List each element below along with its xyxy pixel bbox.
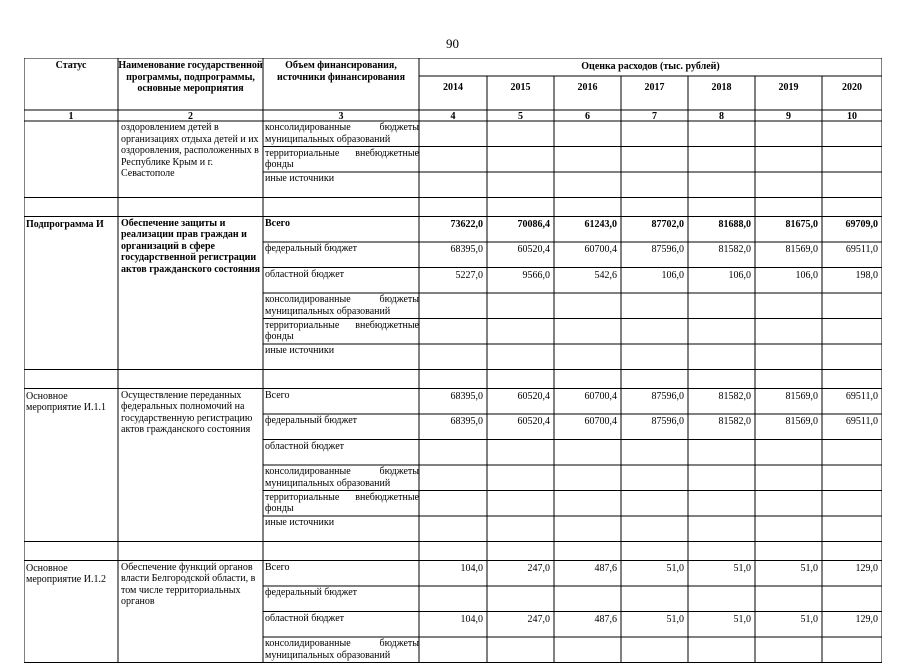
value-cell: 81582,0: [718, 390, 751, 402]
value-cell: [554, 467, 621, 491]
value-cell: 129,0: [855, 562, 878, 574]
value-cell: 60520,4: [517, 416, 550, 427]
value-cell: [419, 346, 487, 370]
column-number: 6: [585, 110, 590, 122]
value-cell: [688, 442, 755, 466]
value-cell: [487, 442, 554, 466]
value-cell: [554, 518, 621, 542]
value-cell: [419, 639, 487, 663]
header-status: Статус: [55, 60, 87, 71]
funding-source-cell: областной бюджет: [265, 440, 345, 452]
value-cell: [554, 174, 621, 198]
header-year: 2015: [510, 82, 531, 93]
value-cell: [487, 518, 554, 542]
value-cell: 51,0: [733, 613, 751, 625]
value-cell: 81688,0: [718, 218, 751, 230]
column-number: 1: [68, 110, 74, 122]
header-year: 2017: [644, 82, 665, 93]
value-cell: [419, 588, 487, 612]
page-number: 90: [446, 36, 459, 51]
value-cell: 5227,0: [455, 269, 483, 281]
value-cell: 70086,4: [517, 218, 550, 230]
value-cell: 69511,0: [845, 244, 878, 255]
value-cell: [755, 518, 822, 542]
value-cell: [688, 346, 755, 370]
value-cell: 81569,0: [785, 244, 818, 255]
value-cell: [688, 149, 755, 173]
header-year: 2016: [577, 82, 598, 93]
value-cell: [822, 174, 882, 198]
value-cell: [688, 493, 755, 517]
value-cell: [755, 174, 822, 198]
value-cell: [554, 346, 621, 370]
funding-source-cell: территориальные внебюджетные фонды: [265, 319, 419, 342]
funding-source-cell: иные источники: [265, 517, 335, 528]
value-cell: 69511,0: [845, 416, 878, 427]
value-cell: [688, 639, 755, 663]
value-cell: [621, 321, 688, 345]
header-estimate: Оценка расходов (тыс. рублей): [581, 61, 720, 72]
funding-source-cell: федеральный бюджет: [265, 587, 358, 598]
value-cell: [554, 442, 621, 466]
value-cell: 81582,0: [718, 416, 751, 427]
value-cell: [419, 174, 487, 198]
value-cell: [487, 493, 554, 517]
value-cell: 247,0: [527, 613, 550, 625]
value-cell: [822, 123, 882, 147]
column-number: 9: [786, 110, 791, 122]
value-cell: [554, 588, 621, 612]
value-cell: [621, 123, 688, 147]
value-cell: [487, 123, 554, 147]
value-cell: 60700,4: [584, 390, 617, 402]
value-cell: [755, 442, 822, 466]
value-cell: [419, 493, 487, 517]
program-name-cell: Обеспечение защиты и реализации прав граждан и организаций в сфере государственной регистрации актов гражданского состояния: [121, 217, 261, 275]
status-cell: [24, 123, 118, 198]
value-cell: [419, 321, 487, 345]
value-cell: [755, 295, 822, 319]
value-cell: 68395,0: [450, 416, 483, 427]
value-cell: [419, 467, 487, 491]
value-cell: 487,6: [594, 613, 617, 625]
value-cell: [688, 123, 755, 147]
value-cell: [419, 149, 487, 173]
funding-source-cell: областной бюджет: [265, 612, 345, 624]
value-cell: [755, 346, 822, 370]
value-cell: 60700,4: [584, 244, 617, 255]
value-cell: 9566,0: [522, 269, 550, 281]
funding-source-cell: консолидированные бюджеты муниципальных образований: [265, 466, 419, 489]
value-cell: [822, 321, 882, 345]
value-cell: [487, 467, 554, 491]
status-cell: Основное мероприятие И.1.2: [26, 562, 106, 585]
value-cell: [621, 346, 688, 370]
header-funding: Объем финансирования, источники финансирования: [277, 60, 405, 83]
value-cell: 51,0: [800, 613, 818, 625]
value-cell: 60700,4: [584, 416, 617, 427]
column-number: 10: [847, 110, 857, 122]
funding-source-cell: консолидированные бюджеты муниципальных образований: [265, 638, 419, 661]
value-cell: [822, 149, 882, 173]
value-cell: [822, 346, 882, 370]
value-cell: 61243,0: [584, 218, 617, 230]
value-cell: [621, 467, 688, 491]
value-cell: [688, 295, 755, 319]
header-year: 2018: [711, 82, 732, 93]
value-cell: [621, 174, 688, 198]
value-cell: 81675,0: [785, 218, 818, 230]
value-cell: [688, 321, 755, 345]
program-name-cell: Обеспечение функций органов власти Белгородской области, в том числе территориальных органов: [121, 561, 256, 607]
program-name-cell: Осуществление переданных федеральных полномочий на государственную регистрацию актов гражданского состояния: [121, 389, 253, 435]
funding-source-cell: Всего: [265, 217, 290, 229]
value-cell: 106,0: [661, 269, 684, 281]
funding-source-cell: иные источники: [265, 173, 335, 184]
value-cell: [822, 493, 882, 517]
header-year: 2020: [842, 82, 862, 93]
value-cell: 87596,0: [651, 416, 684, 427]
funding-source-cell: федеральный бюджет: [265, 243, 358, 254]
value-cell: [487, 174, 554, 198]
value-cell: 104,0: [460, 613, 483, 625]
value-cell: [487, 588, 554, 612]
value-cell: [419, 518, 487, 542]
value-cell: 73622,0: [450, 218, 483, 230]
value-cell: 60520,4: [517, 244, 550, 255]
value-cell: 69511,0: [845, 390, 878, 402]
value-cell: [621, 588, 688, 612]
value-cell: [621, 639, 688, 663]
value-cell: 51,0: [800, 562, 818, 574]
value-cell: 87702,0: [651, 218, 684, 230]
value-cell: [621, 518, 688, 542]
header-year: 2014: [443, 82, 463, 93]
value-cell: 51,0: [666, 613, 684, 625]
value-cell: [755, 321, 822, 345]
value-cell: 104,0: [460, 562, 483, 574]
value-cell: [688, 467, 755, 491]
column-number: 8: [719, 110, 724, 122]
value-cell: [554, 321, 621, 345]
value-cell: 87596,0: [651, 244, 684, 255]
value-cell: [822, 639, 882, 663]
header-year: 2019: [778, 82, 799, 93]
value-cell: [554, 149, 621, 173]
value-cell: [755, 149, 822, 173]
value-cell: [621, 493, 688, 517]
value-cell: [554, 493, 621, 517]
value-cell: 487,6: [594, 562, 617, 574]
value-cell: 106,0: [728, 269, 751, 281]
column-number: 3: [338, 110, 344, 122]
funding-source-cell: Всего: [265, 389, 290, 401]
column-number: 5: [518, 110, 523, 122]
value-cell: [487, 149, 554, 173]
value-cell: [554, 295, 621, 319]
value-cell: 60520,4: [517, 390, 550, 402]
value-cell: 247,0: [527, 562, 550, 574]
value-cell: [755, 493, 822, 517]
value-cell: [822, 518, 882, 542]
value-cell: [822, 295, 882, 319]
value-cell: 69709,0: [845, 218, 878, 230]
value-cell: 68395,0: [450, 390, 483, 402]
funding-source-cell: Всего: [265, 561, 290, 573]
value-cell: [487, 295, 554, 319]
value-cell: [419, 123, 487, 147]
value-cell: 51,0: [733, 562, 751, 574]
value-cell: [755, 588, 822, 612]
value-cell: [621, 295, 688, 319]
program-name-cell: оздоровлением детей в организациях отдыха детей и их оздоровления, расположенных в Республике Крым и г. Севастополе: [121, 122, 259, 179]
header-name: Наименование государственной программы, подпрограммы, основные мероприятия: [118, 60, 263, 94]
column-number: 4: [450, 110, 456, 122]
value-cell: [419, 442, 487, 466]
value-cell: [487, 346, 554, 370]
funding-source-cell: территориальные внебюджетные фонды: [265, 491, 419, 514]
funding-source-cell: территориальные внебюджетные фонды: [265, 147, 419, 170]
value-cell: 198,0: [855, 269, 878, 281]
value-cell: [755, 639, 822, 663]
value-cell: 51,0: [666, 562, 684, 574]
value-cell: [822, 588, 882, 612]
value-cell: 129,0: [855, 613, 878, 625]
status-cell: Основное мероприятие И.1.1: [26, 390, 106, 413]
value-cell: [419, 295, 487, 319]
value-cell: [688, 588, 755, 612]
value-cell: [822, 467, 882, 491]
value-cell: [688, 518, 755, 542]
funding-source-cell: консолидированные бюджеты муниципальных образований: [265, 122, 419, 145]
value-cell: 81569,0: [785, 416, 818, 427]
value-cell: 68395,0: [450, 244, 483, 255]
funding-source-cell: областной бюджет: [265, 268, 345, 280]
value-cell: 87596,0: [651, 390, 684, 402]
funding-source-cell: иные источники: [265, 345, 335, 356]
status-cell: Подпрограмма И: [26, 218, 104, 230]
value-cell: [487, 639, 554, 663]
value-cell: [822, 442, 882, 466]
column-number: 7: [652, 110, 657, 122]
funding-source-cell: федеральный бюджет: [265, 415, 358, 426]
value-cell: 81569,0: [785, 390, 818, 402]
value-cell: [554, 123, 621, 147]
value-cell: 81582,0: [718, 244, 751, 255]
value-cell: [755, 467, 822, 491]
value-cell: [621, 149, 688, 173]
value-cell: [688, 174, 755, 198]
value-cell: 542,6: [594, 269, 617, 281]
column-number: 2: [188, 110, 193, 122]
funding-source-cell: консолидированные бюджеты муниципальных образований: [265, 294, 419, 317]
value-cell: 106,0: [795, 269, 818, 281]
value-cell: [755, 123, 822, 147]
value-cell: [487, 321, 554, 345]
value-cell: [621, 442, 688, 466]
value-cell: [554, 639, 621, 663]
